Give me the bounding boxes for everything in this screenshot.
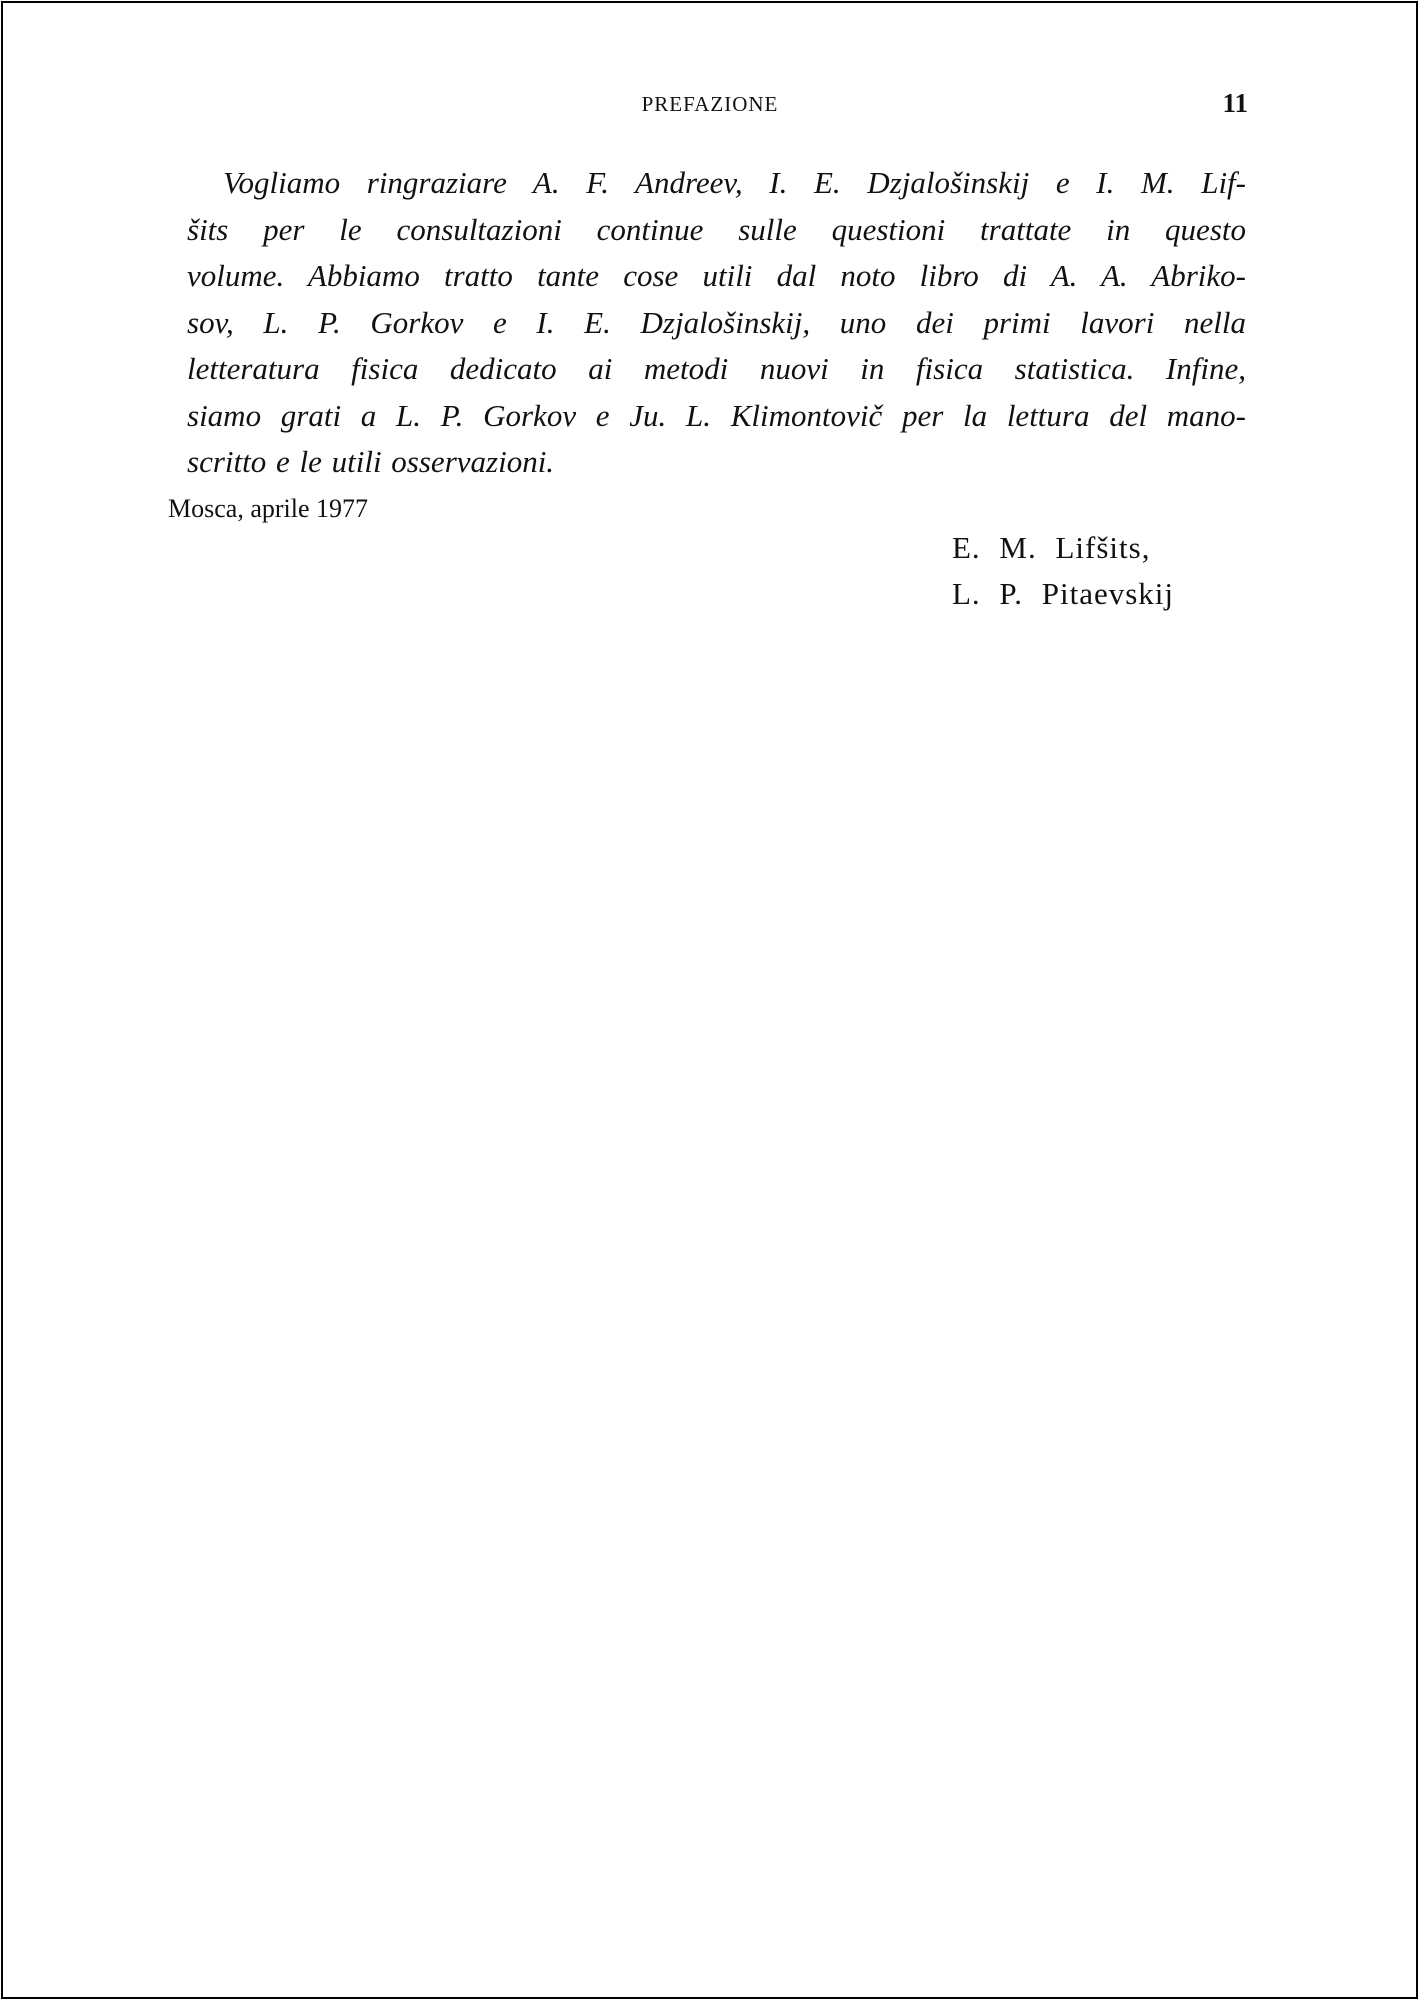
text-line: letteratura fisica dedicato ai metodi nuovi in fisica statistica. Infine,	[187, 351, 1246, 386]
text-line: šits per le consultazioni continue sulle questioni trattate in questo	[187, 211, 1246, 247]
text-line: siamo grati a L. P. Gorkov e Ju. L. Klimontovič per la lettura del mano-	[187, 397, 1246, 433]
text-line: Vogliamo ringraziare A. F. Andreev, I. E. Dzjalošinskij e I. M. Lif-	[223, 165, 1246, 200]
text-line: scritto e le utili osservazioni.	[187, 444, 555, 479]
text-line: volume. Abbiamo tratto tante cose utili dal noto libro di A. A. Abriko-	[187, 258, 1246, 293]
text-line: sov, L. P. Gorkov e I. E. Dzjalošinskij, uno dei primi lavori nella	[187, 304, 1246, 340]
preface-paragraph	[187, 160, 1246, 486]
place-date: Mosca, aprile 1977	[168, 494, 369, 523]
signature-author-2: L. P. Pitaevskij	[952, 576, 1175, 611]
page-number: 11	[1222, 88, 1248, 118]
signature-author-1: E. M. Lifšits,	[952, 530, 1151, 565]
running-title: PREFAZIONE	[641, 92, 779, 116]
